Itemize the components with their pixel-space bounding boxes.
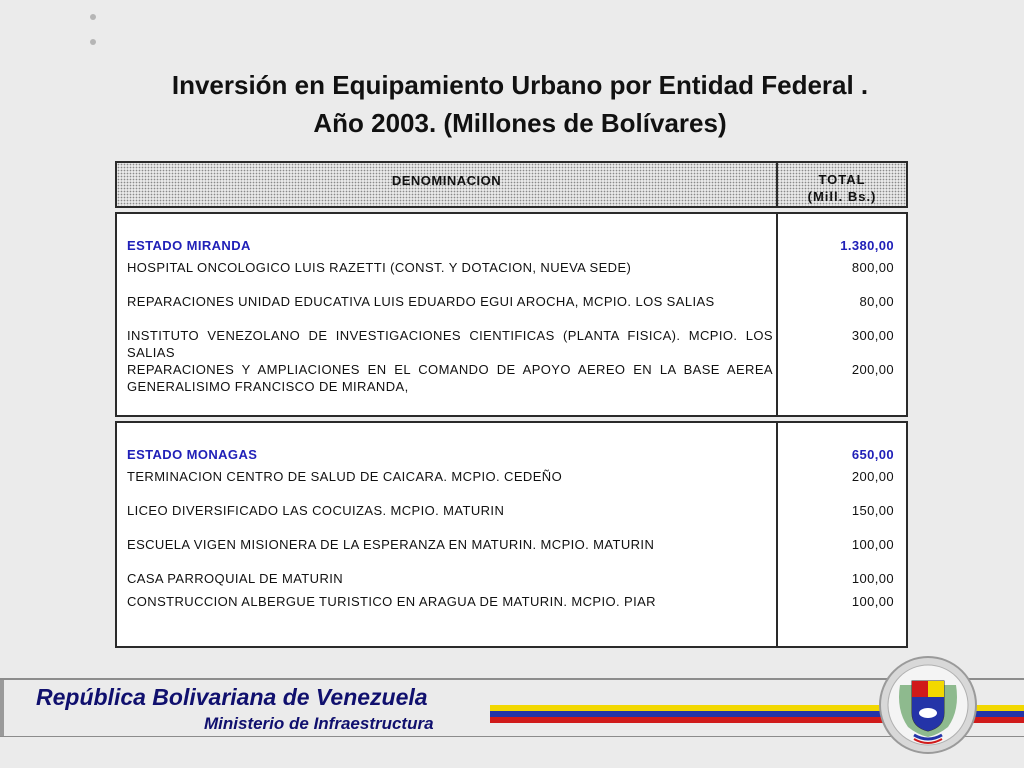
bullet-dot [90,39,96,45]
title-line-2: Año 2003. (Millones de Bolívares) [313,108,727,138]
header-denominacion: DENOMINACION [391,173,502,188]
row-value: 100,00 [851,537,894,552]
state-name: ESTADO MIRANDA [127,238,251,253]
row-value: 200,00 [851,469,894,484]
row-description: LICEO DIVERSIFICADO LAS COCUIZAS. MCPIO. MATURIN [127,503,505,518]
header-total-label: TOTAL [818,172,866,187]
bullet-dot [90,14,96,20]
row-description: CASA PARROQUIAL DE MATURIN [127,571,344,586]
footer-title: República Bolivariana de Venezuela [36,684,428,710]
row-description: ESCUELA VIGEN MISIONERA DE LA ESPERANZA EN MATURIN. MCPIO. MATURIN [127,537,655,552]
row-description: REPARACIONES Y AMPLIACIONES EN EL COMANDO DE APOYO AEREO EN LA BASE AEREA GENERALISIMO FRANCISCO DE MIRANDA, [127,362,773,394]
row-description: TERMINACION CENTRO DE SALUD DE CAICARA. MCPIO. CEDEÑO [127,469,563,484]
row-value: 200,00 [851,362,894,377]
row-value: 800,00 [851,260,894,275]
state-total: 1.380,00 [840,238,894,253]
table-header [115,161,908,208]
row-description: HOSPITAL ONCOLOGICO LUIS RAZETTI (CONST. Y DOTACION, NUEVA SEDE) [127,260,632,275]
page-title [60,66,980,142]
row-value: 150,00 [851,503,894,518]
title-line-1: Inversión en Equipamiento Urbano por Entidad Federal . [171,70,869,100]
state-name: ESTADO MONAGAS [127,447,258,462]
row-description: CONSTRUCCION ALBERGUE TURISTICO EN ARAGUA DE MATURIN. MCPIO. PIAR [127,594,656,609]
section-miranda [115,212,908,417]
section-monagas [115,421,908,648]
row-value: 100,00 [851,571,894,586]
header-total [778,171,906,205]
coat-of-arms-icon [878,655,978,755]
footer-divider [0,736,1024,737]
state-total: 650,00 [851,447,894,462]
footer-bracket [0,680,4,736]
row-description: INSTITUTO VENEZOLANO DE INVESTIGACIONES CIENTIFICAS (PLANTA FISICA). MCPIO. LOS SALIAS [127,328,773,360]
row-value: 80,00 [859,294,894,309]
row-value: 100,00 [851,594,894,609]
row-value: 300,00 [851,328,894,343]
footer-subtitle: Ministerio de Infraestructura [204,714,434,733]
header-total-unit: (Mill. Bs.) [807,189,877,204]
row-description: REPARACIONES UNIDAD EDUCATIVA LUIS EDUARDO EGUI AROCHA, MCPIO. LOS SALIAS [127,294,715,309]
footer-divider [0,678,1024,680]
